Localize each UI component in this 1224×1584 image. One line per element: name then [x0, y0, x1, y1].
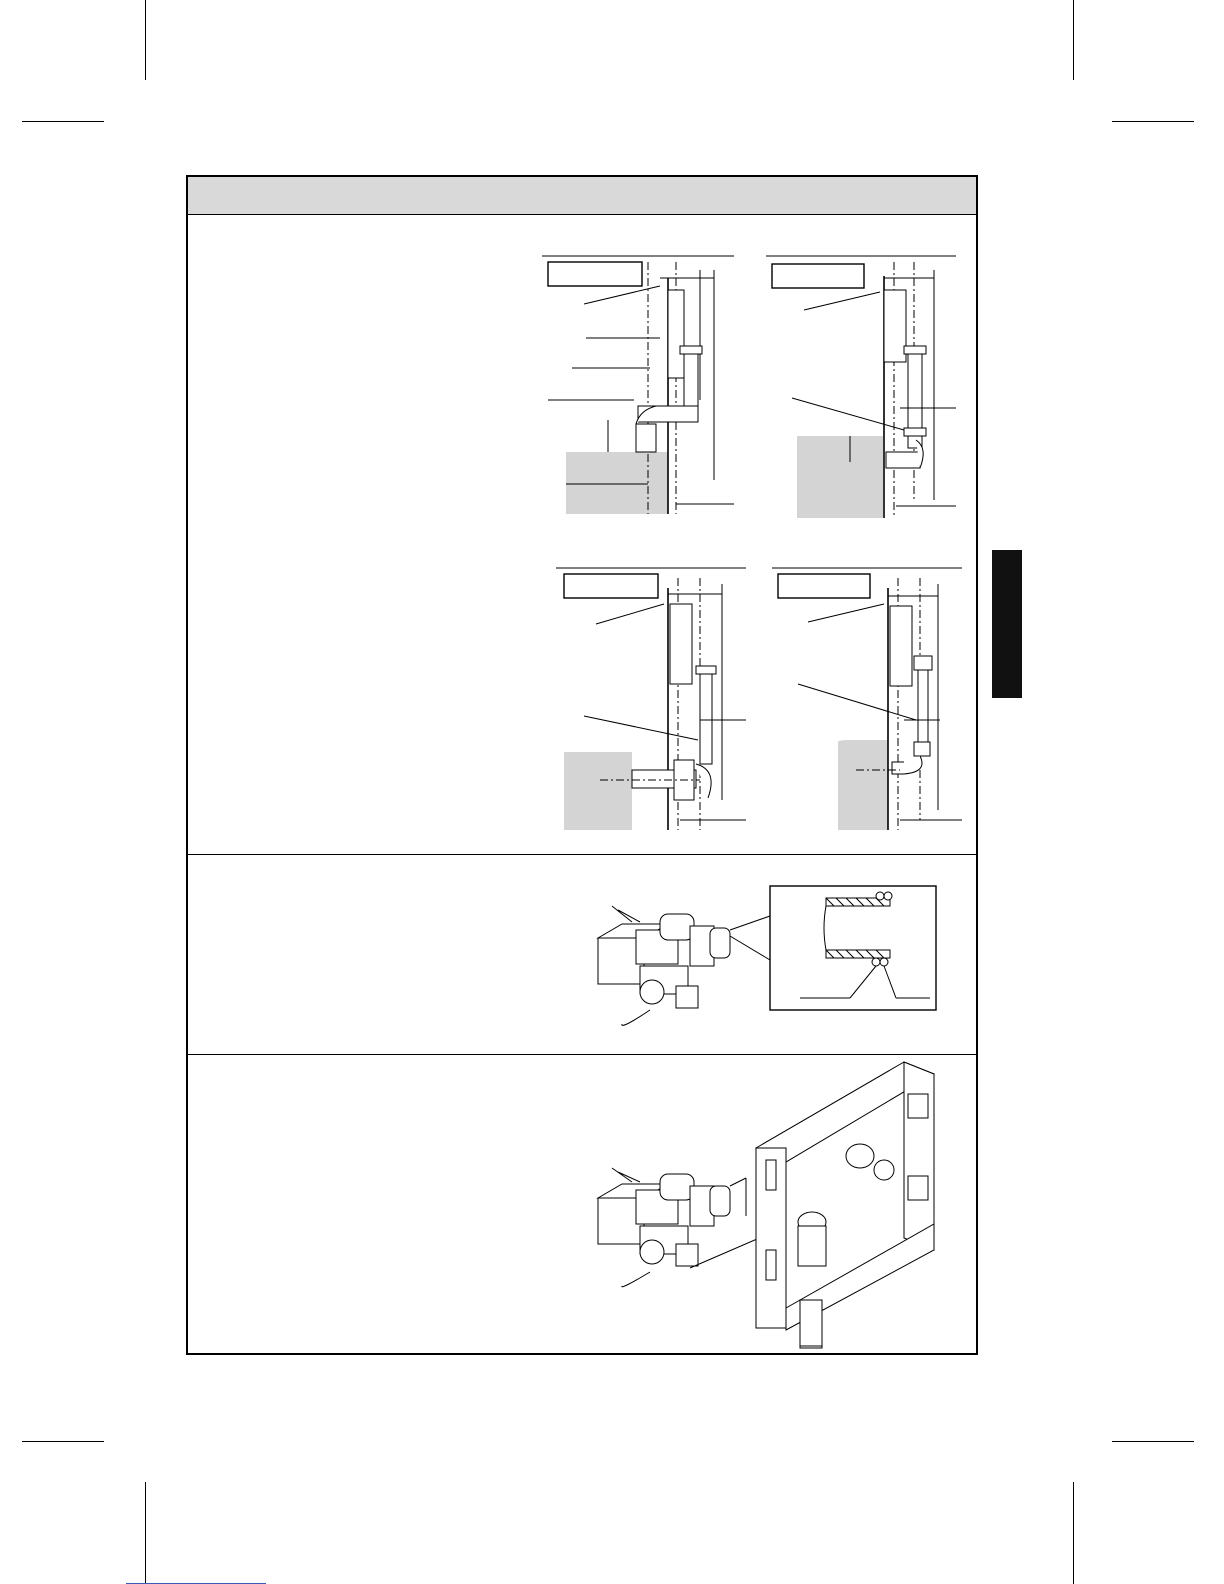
pipe-detail-icon	[770, 886, 936, 1010]
rough-in-diagram-a	[542, 256, 734, 514]
rough-in-diagram-b	[766, 256, 956, 518]
rough-in-diagram-d	[772, 568, 962, 830]
rough-in-diagram-c	[556, 568, 746, 830]
solenoid-valve-icon-2	[598, 1168, 764, 1287]
mounting-frame-icon	[756, 1062, 934, 1348]
solenoid-valve-icon	[598, 906, 770, 1025]
